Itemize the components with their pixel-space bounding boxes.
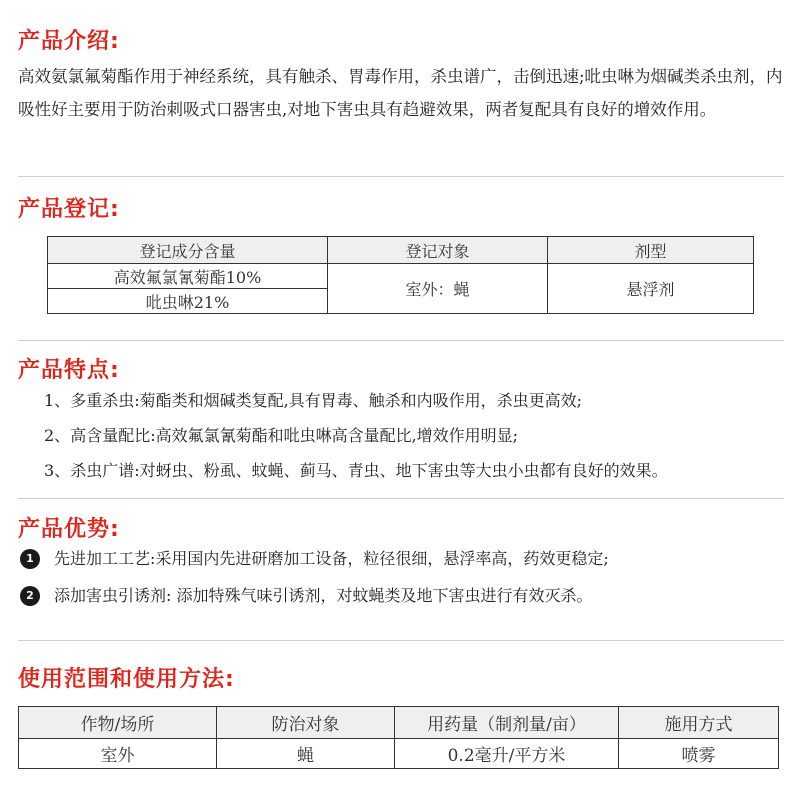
usage-header-cell: 防治对象 — [217, 707, 395, 739]
ingredient-cell: 高效氟氯氰菊酯10% — [48, 264, 328, 289]
usage-header-cell: 用药量（制剂量/亩） — [395, 707, 619, 739]
advantages-list — [20, 548, 784, 622]
intro-heading: 产品介绍: — [18, 29, 120, 54]
feature-item — [44, 460, 784, 495]
usage-cell: 喷雾 — [619, 739, 779, 769]
registration-row — [48, 264, 754, 289]
registration-heading: 产品登记: — [18, 197, 120, 222]
usage-header-cell: 施用方式 — [619, 707, 779, 739]
registration-target-cell: 室外：蝇 — [328, 264, 548, 314]
usage-cell: 0.2毫升/平方米 — [395, 739, 619, 769]
intro-text: 高效氨氯氟菊酯作用于神经系统，具有触杀、胃毒作用，杀虫谱广，击倒迅速;吡虫啉为烟碱类杀虫剂，内吸性好主要用于防治刺吸式口器害虫,对地下害虫具有趋避效果，两者复配具有良好的增效作用。 — [18, 67, 783, 119]
usage-header-row — [19, 707, 779, 739]
feature-text: 高含量配比:高效氟氯氰菊酯和吡虫啉高含量配比,增效作用明显; — [70, 426, 519, 445]
features-list — [44, 390, 784, 495]
number-badge-icon: 2 — [20, 586, 40, 606]
section-divider — [18, 640, 784, 641]
usage-heading: 使用范围和使用方法: — [18, 667, 235, 692]
advantage-item — [20, 585, 784, 622]
advantage-item — [20, 548, 784, 585]
registration-table — [47, 236, 754, 314]
usage-header-cell: 作物/场所 — [19, 707, 217, 739]
registration-header-cell: 登记成分含量 — [48, 237, 328, 264]
advantages-heading: 产品优势: — [18, 517, 120, 542]
feature-item — [44, 390, 784, 425]
usage-cell: 室外 — [19, 739, 217, 769]
feature-text: 多重杀虫:菊酯类和烟碱类复配,具有胃毒、触杀和内吸作用，杀虫更高效; — [70, 391, 583, 410]
feature-number: 2、 — [44, 426, 71, 445]
ingredient-cell: 吡虫啉21% — [48, 289, 328, 314]
usage-cell: 蝇 — [217, 739, 395, 769]
registration-header-cell: 剂型 — [548, 237, 754, 264]
registration-header-row — [48, 237, 754, 264]
usage-row — [19, 739, 779, 769]
formulation-cell: 悬浮剂 — [548, 264, 754, 314]
feature-number: 1、 — [44, 391, 71, 410]
number-badge-icon: 1 — [20, 549, 40, 569]
features-heading: 产品特点: — [18, 358, 120, 383]
registration-header-cell: 登记对象 — [328, 237, 548, 264]
section-divider — [18, 176, 784, 177]
feature-number: 3、 — [44, 461, 71, 480]
feature-item — [44, 425, 784, 460]
section-divider — [18, 340, 784, 341]
advantage-text: 添加害虫引诱剂: 添加特殊气味引诱剂，对蚊蝇类及地下害虫进行有效灭杀。 — [54, 586, 593, 605]
section-divider — [18, 498, 784, 499]
feature-text: 杀虫广谱:对蚜虫、粉虱、蚊蝇、蓟马、青虫、地下害虫等大虫小虫都有良好的效果。 — [70, 461, 668, 480]
advantage-text: 先进加工工艺:采用国内先进研磨加工设备，粒径很细，悬浮率高，药效更稳定; — [54, 549, 609, 568]
usage-table — [18, 706, 779, 769]
